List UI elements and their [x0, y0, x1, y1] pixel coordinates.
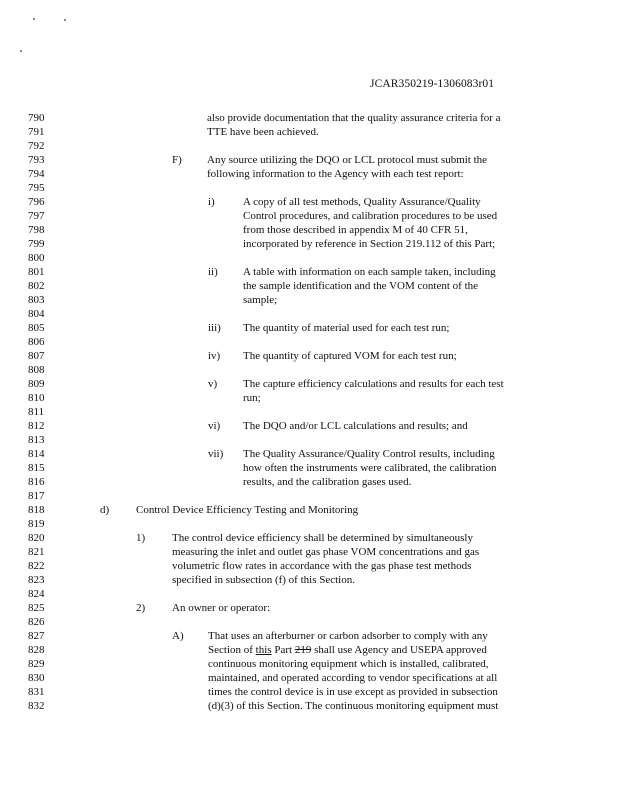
line-text: from those described in appendix M of 40 CFR 51, — [243, 224, 468, 236]
line-text: (d)(3) of this Section. The continuous monitoring equipment must — [208, 700, 499, 712]
text-line — [0, 335, 618, 349]
line-text: Control Device Efficiency Testing and Monitoring — [136, 504, 359, 516]
line-number: 816 — [28, 476, 45, 488]
item-label: iv) — [208, 350, 221, 362]
line-text: continuous monitoring equipment which is installed, calibrated, — [208, 658, 489, 670]
line-number: 797 — [28, 210, 45, 222]
text-line — [0, 447, 618, 461]
item-label: vii) — [208, 448, 224, 460]
text-line — [0, 293, 618, 307]
line-number: 796 — [28, 196, 45, 208]
line-number: 819 — [28, 518, 45, 530]
text-line — [0, 657, 618, 671]
line-number: 795 — [28, 182, 45, 194]
line-text — [208, 643, 487, 657]
line-text: Any source utilizing the DQO or LCL protocol must submit the — [207, 154, 488, 166]
text-line — [0, 405, 618, 419]
line-text: also provide documentation that the quality assurance criteria for a — [207, 112, 501, 124]
text-line — [0, 223, 618, 237]
text-segment: Section of — [208, 644, 256, 656]
text-line — [0, 279, 618, 293]
item-label: iii) — [208, 322, 221, 334]
line-number: 790 — [28, 112, 45, 124]
line-number: 813 — [28, 434, 45, 446]
item-label: v) — [208, 378, 218, 390]
line-number: 827 — [28, 630, 45, 642]
line-number: 805 — [28, 322, 45, 334]
text-line — [0, 699, 618, 713]
text-line — [0, 265, 618, 279]
text-line — [0, 671, 618, 685]
line-text: An owner or operator: — [172, 602, 271, 614]
text-line — [0, 461, 618, 475]
text-line — [0, 307, 618, 321]
text-line — [0, 685, 618, 699]
item-label: i) — [208, 196, 215, 208]
line-number: 791 — [28, 126, 45, 138]
line-number: 817 — [28, 490, 45, 502]
line-number: 830 — [28, 672, 45, 684]
text-line — [0, 377, 618, 391]
line-number: 829 — [28, 658, 45, 670]
item-label: 2) — [136, 602, 146, 614]
line-number: 823 — [28, 574, 45, 586]
item-label: vi) — [208, 420, 221, 432]
text-line — [0, 111, 618, 125]
text-line — [0, 573, 618, 587]
line-text: the sample identification and the VOM content of the — [243, 280, 479, 292]
line-text: The DQO and/or LCL calculations and results; and — [243, 420, 468, 432]
line-number: 832 — [28, 700, 45, 712]
line-number: 792 — [28, 140, 45, 152]
line-number: 828 — [28, 644, 45, 656]
line-number: 831 — [28, 686, 45, 698]
line-text: That uses an afterburner or carbon adsorber to comply with any — [208, 630, 488, 642]
text-line — [0, 237, 618, 251]
line-number: 810 — [28, 392, 45, 404]
text-line — [0, 251, 618, 265]
text-line — [0, 517, 618, 531]
line-number: 815 — [28, 462, 45, 474]
scan-speck — [20, 50, 22, 52]
line-text: results, and the calibration gases used. — [243, 476, 412, 488]
line-text: measuring the inlet and outlet gas phase VOM concentrations and gas — [172, 546, 480, 558]
line-text: Control procedures, and calibration procedures to be used — [243, 210, 498, 222]
line-number: 799 — [28, 238, 45, 250]
text-line — [0, 419, 618, 433]
line-number: 798 — [28, 224, 45, 236]
line-number: 811 — [28, 406, 45, 418]
text-line — [0, 489, 618, 503]
line-number: 802 — [28, 280, 45, 292]
line-number: 804 — [28, 308, 45, 320]
item-label: 1) — [136, 532, 146, 544]
line-text: how often the instruments were calibrated, the calibration — [243, 462, 497, 474]
text-line — [0, 391, 618, 405]
line-text: specified in subsection (f) of this Section. — [172, 574, 355, 586]
line-number: 808 — [28, 364, 45, 376]
line-text: incorporated by reference in Section 219.112 of this Part; — [243, 238, 496, 250]
line-text: The quantity of material used for each test run; — [243, 322, 450, 334]
line-number: 812 — [28, 420, 45, 432]
line-text: The control device efficiency shall be determined by simultaneously — [172, 532, 473, 544]
line-text: TTE have been achieved. — [207, 126, 319, 138]
line-number: 818 — [28, 504, 45, 516]
line-text: The quantity of captured VOM for each test run; — [243, 350, 457, 362]
line-number: 809 — [28, 378, 45, 390]
text-line — [0, 629, 618, 643]
item-label: F) — [172, 154, 182, 166]
line-text: following information to the Agency with each test report: — [207, 168, 464, 180]
line-text: The Quality Assurance/Quality Control results, including — [243, 448, 495, 460]
scan-speck — [33, 18, 35, 20]
text-line — [0, 125, 618, 139]
line-number: 800 — [28, 252, 45, 264]
line-text: maintained, and operated according to vendor specifications at all — [208, 672, 498, 684]
text-line — [0, 587, 618, 601]
text-line — [0, 363, 618, 377]
line-text: A copy of all test methods, Quality Assurance/Quality — [243, 196, 481, 208]
line-text: A table with information on each sample taken, including — [243, 266, 496, 278]
line-number: 822 — [28, 560, 45, 572]
inserted-text: this — [255, 644, 272, 656]
document-id-header: JCAR350219-1306083r01 — [370, 78, 495, 90]
line-text: times the control device is in use except as provided in subsection — [208, 686, 498, 698]
line-number: 803 — [28, 294, 45, 306]
line-number: 794 — [28, 168, 45, 180]
text-line — [0, 531, 618, 545]
text-line — [0, 475, 618, 489]
line-number: 826 — [28, 616, 45, 628]
deleted-text: 219 — [294, 644, 312, 656]
line-number: 821 — [28, 546, 45, 558]
text-line — [0, 349, 618, 363]
text-line — [0, 615, 618, 629]
line-text: The capture efficiency calculations and results for each test — [243, 378, 504, 390]
line-number: 801 — [28, 266, 45, 278]
item-label: A) — [172, 630, 184, 642]
line-number: 824 — [28, 588, 45, 600]
text-line — [0, 503, 618, 517]
text-line — [0, 321, 618, 335]
line-number: 814 — [28, 448, 45, 460]
text-segment: Part — [271, 644, 295, 656]
text-line — [0, 545, 618, 559]
text-line — [0, 181, 618, 195]
text-line — [0, 601, 618, 615]
text-line — [0, 195, 618, 209]
text-segment: shall use Agency and USEPA approved — [311, 644, 487, 656]
text-line — [0, 139, 618, 153]
line-number: 820 — [28, 532, 45, 544]
text-line — [0, 433, 618, 447]
line-text: sample; — [243, 294, 278, 306]
text-line — [0, 559, 618, 573]
text-line — [0, 209, 618, 223]
item-label: d) — [100, 504, 110, 516]
line-text: run; — [243, 392, 261, 404]
text-line — [0, 153, 618, 167]
line-number: 825 — [28, 602, 45, 614]
line-number: 806 — [28, 336, 45, 348]
item-label: ii) — [208, 266, 218, 278]
line-text: volumetric flow rates in accordance with the gas phase test methods — [172, 560, 472, 572]
line-number: 793 — [28, 154, 45, 166]
scan-speck — [64, 19, 66, 21]
line-number: 807 — [28, 350, 45, 362]
text-line — [0, 643, 618, 657]
text-line — [0, 167, 618, 181]
